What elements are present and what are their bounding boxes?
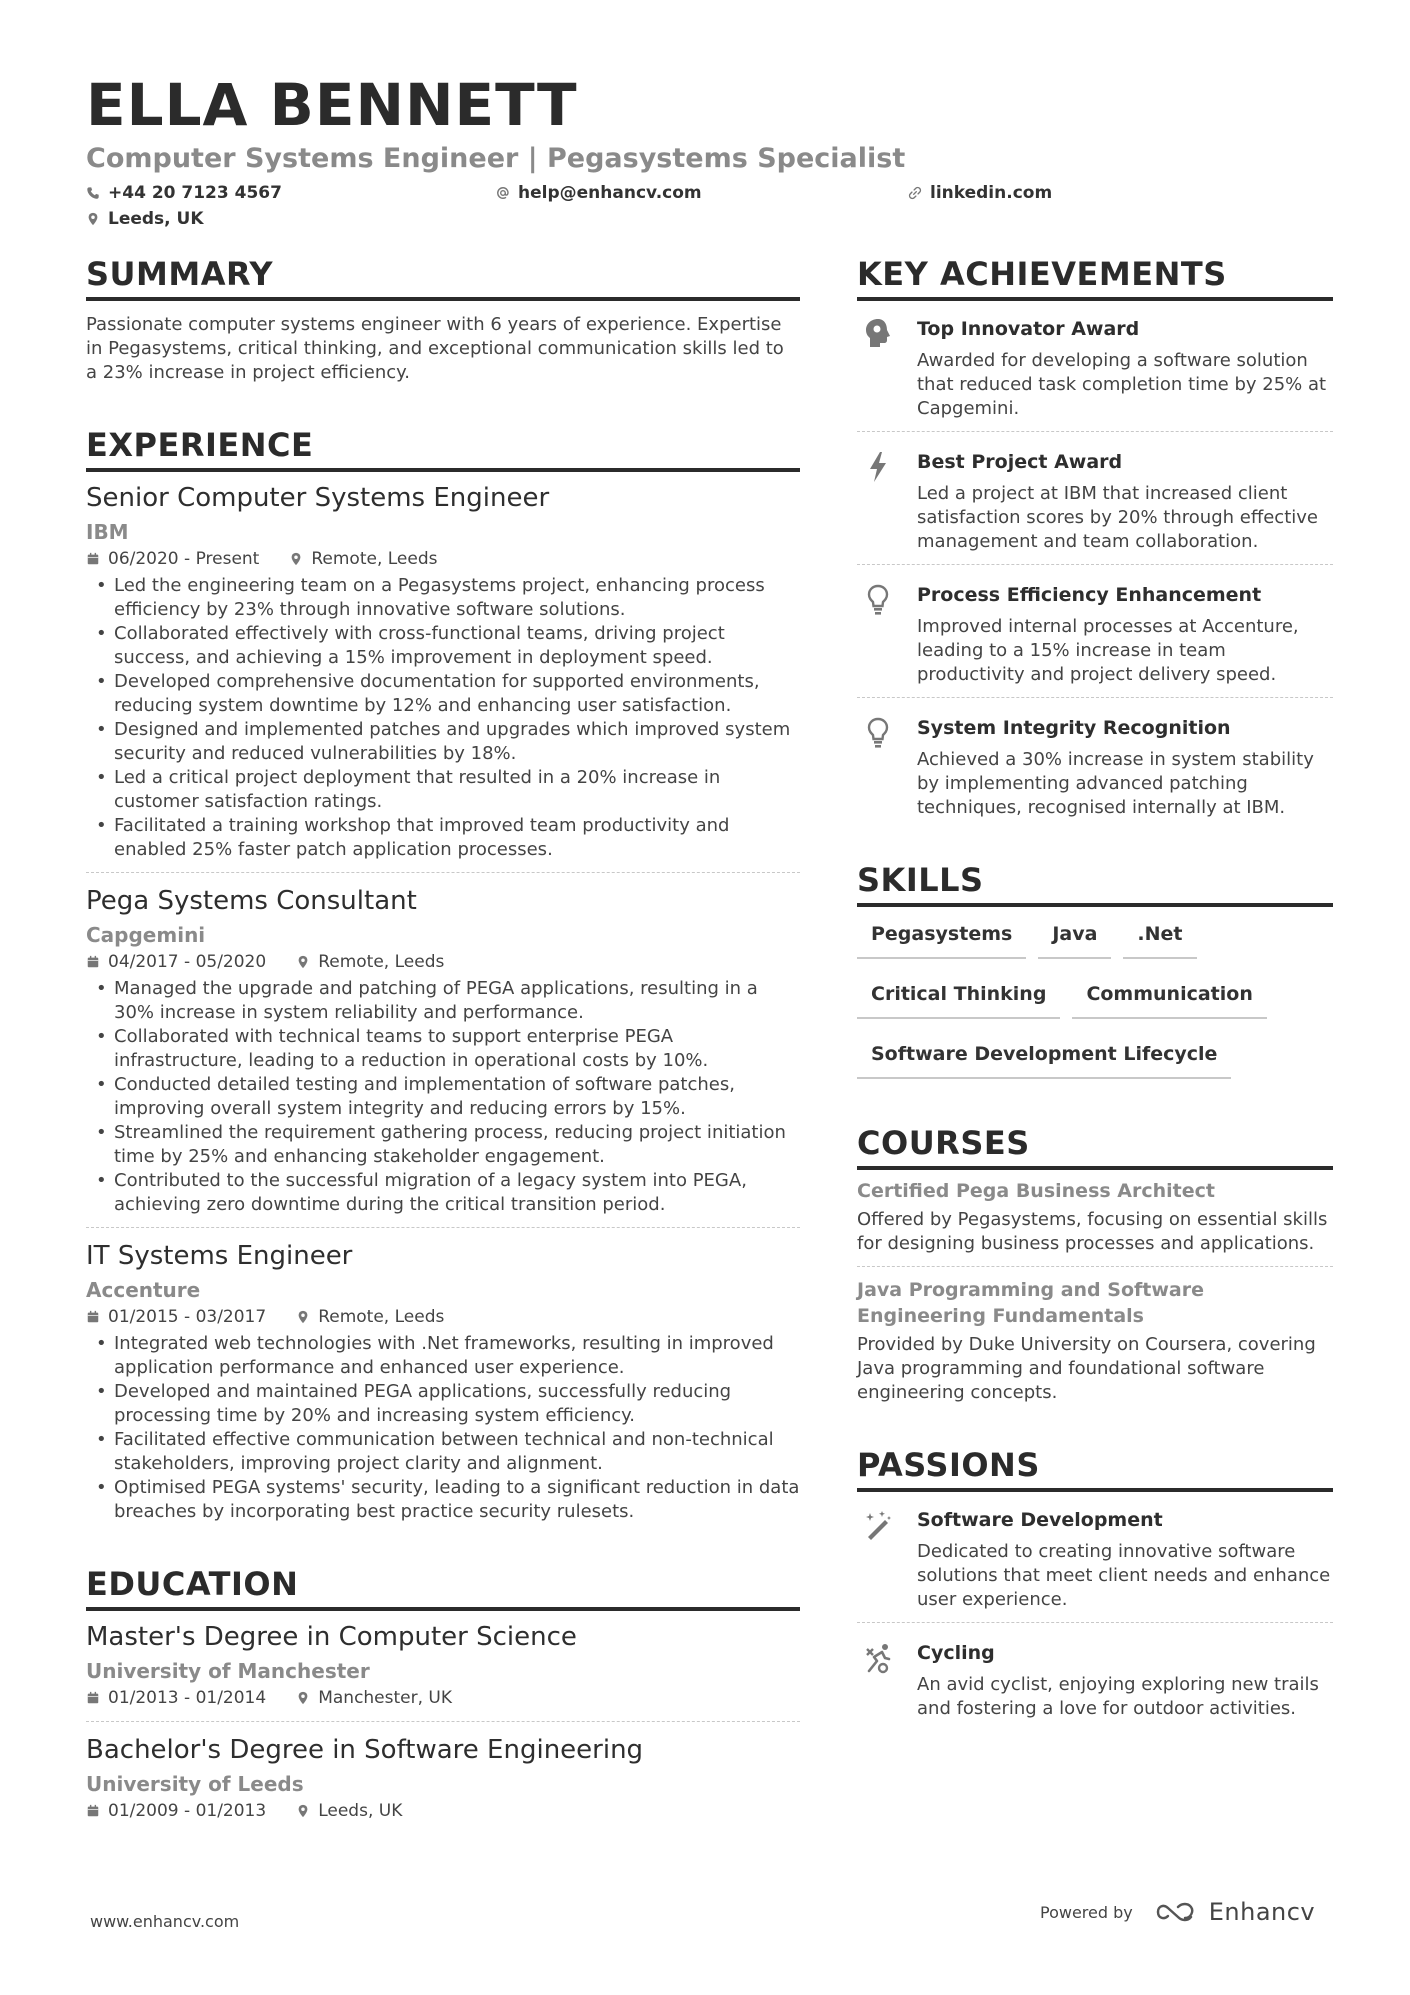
calendar-icon [86,1310,100,1324]
job-entry [86,480,800,873]
bullet-item: • Streamlined the requirement gathering process, reducing project initiation time by 25% and enhancing stakeholder engagement. [86,1121,800,1169]
experience-section [86,425,800,1534]
head-icon [863,317,893,351]
location-pin-icon [296,1691,310,1705]
skills-section [857,860,1333,1079]
location-pin-icon [289,552,303,566]
job-bullets [86,1332,800,1524]
education-entry [86,1619,800,1722]
courses-section [857,1123,1333,1415]
lightbulb-icon [863,716,893,750]
calendar-icon [86,1804,100,1818]
right-column [857,254,1333,1741]
course-desc: Offered by Pegasystems, focusing on essential skills for designing business processes and applications. [857,1209,1328,1254]
job-title: Pega Systems Consultant [86,886,417,916]
bullet-item: • Collaborated with technical teams to support enterprise PEGA infrastructure, leading to a reduction in operational costs by 10%. [86,1025,800,1073]
lightning-icon [863,450,893,484]
job-title: Senior Computer Systems Engineer [86,483,550,513]
phone-contact[interactable] [86,180,282,206]
achievement-desc: Led a project at IBM that increased client satisfaction scores by 20% through effective management and team collaboration. [917,483,1318,552]
resume-header [86,70,1336,234]
job-entry [86,1238,800,1534]
link-icon [908,186,922,200]
school-name: University of Manchester [86,1659,370,1683]
email-text: help@enhancv.com [518,183,702,203]
achievement-title: System Integrity Recognition [917,717,1231,739]
education-dates: 01/2013 - 01/2014 [108,1688,267,1708]
candidate-name: ELLA BENNETT [86,71,578,139]
job-meta [86,546,800,572]
bullet-item: • Facilitated a training workshop that improved team productivity and enabled 25% faster patch application processes. [86,814,800,862]
job-bullets [86,574,800,862]
education-meta [86,1685,800,1711]
bullet-item: • Contributed to the successful migration of a legacy system into PEGA, achieving zero downtime during the critical transition period. [86,1169,800,1217]
location-pin-icon [86,212,100,226]
location-pin-icon [296,1804,310,1818]
calendar-icon [86,1691,100,1705]
location-text: Leeds, UK [108,209,204,229]
achievements-section [857,254,1333,830]
skill-tag: .Net [1123,915,1196,959]
skills-list [857,915,1333,1079]
phone-icon [86,186,100,200]
achievement-item [857,309,1333,432]
powered-by-label: Powered by [1040,1902,1133,1922]
achievement-desc: Achieved a 30% increase in system stability by implementing advanced patching techniques, recognised internally at IBM. [917,749,1314,818]
enhancv-logo-icon [1155,1900,1201,1924]
skills-heading: SKILLS [857,860,1333,907]
job-dates: 04/2017 - 05/2020 [108,952,267,972]
bullet-item: • Designed and implemented patches and upgrades which improved system security and reduced vulnerabilities by 18%. [86,718,800,766]
education-heading: EDUCATION [86,1564,800,1611]
course-desc: Provided by Duke University on Coursera, covering Java programming and foundational software engineering concepts. [857,1334,1316,1403]
enhancv-logo[interactable] [1155,1898,1315,1926]
lightbulb-icon [863,583,893,617]
job-dates: 01/2015 - 03/2017 [108,1307,267,1327]
degree-title: Master's Degree in Computer Science [86,1622,577,1652]
job-dates: 06/2020 - Present [108,549,260,569]
calendar-icon [86,552,100,566]
cycling-icon [863,1641,893,1675]
magic-wand-icon [863,1508,893,1542]
passion-title: Software Development [917,1509,1163,1531]
location-contact [86,206,204,232]
bullet-item: • Led the engineering team on a Pegasystems project, enhancing process efficiency by 23% through innovative software solutions. [86,574,800,622]
linkedin-contact[interactable] [908,180,1052,206]
passion-title: Cycling [917,1642,995,1664]
education-meta [86,1798,800,1824]
calendar-icon [86,955,100,969]
school-name: University of Leeds [86,1772,304,1796]
courses-heading: COURSES [857,1123,1333,1170]
candidate-headline: Computer Systems Engineer | Pegasystems Specialist [86,143,906,174]
degree-title: Bachelor's Degree in Software Engineering [86,1735,644,1765]
skill-tag: Software Development Lifecycle [857,1035,1231,1079]
passions-heading: PASSIONS [857,1445,1333,1492]
footer-website[interactable]: www.enhancv.com [90,1912,240,1931]
achievement-desc: Awarded for developing a software solution that reduced task completion time by 25% at Capgemini. [917,350,1327,419]
email-contact[interactable] [496,180,702,206]
job-meta [86,949,800,975]
skill-tag: Java [1038,915,1111,959]
location-pin-icon [296,955,310,969]
education-location: Manchester, UK [318,1688,453,1708]
bullet-item: • Developed and maintained PEGA applications, successfully reducing processing time by 20% and increasing system efficiency. [86,1380,800,1428]
achievement-item [857,575,1333,698]
bullet-item: • Conducted detailed testing and implementation of software patches, improving overall system integrity and reducing errors by 15%. [86,1073,800,1121]
bullet-item: • Facilitated effective communication between technical and non-technical stakeholders, improving project clarity and alignment. [86,1428,800,1476]
bullet-item: • Managed the upgrade and patching of PEGA applications, resulting in a 30% increase in system reliability and performance. [86,977,800,1025]
education-dates: 01/2009 - 01/2013 [108,1801,267,1821]
brand-name: Enhancv [1208,1898,1316,1926]
job-bullets [86,977,800,1217]
skill-tag: Communication [1072,975,1266,1019]
job-title: IT Systems Engineer [86,1241,353,1271]
achievement-title: Process Efficiency Enhancement [917,584,1262,606]
skill-tag: Pegasystems [857,915,1026,959]
summary-section [86,254,800,385]
bullet-item: • Collaborated effectively with cross-functional teams, driving project success, and achieving a 15% improvement in deployment speed. [86,622,800,670]
achievement-item [857,708,1333,830]
passion-desc: An avid cyclist, enjoying exploring new trails and fostering a love for outdoor activities. [917,1674,1319,1719]
phone-text: +44 20 7123 4567 [108,183,282,203]
location-pin-icon [296,1310,310,1324]
summary-text: Passionate computer systems engineer with 6 years of experience. Expertise in Pegasystems, critical thinking, and exceptional communication skills led to a 23% increase in project efficiency. [86,314,784,383]
education-section [86,1564,800,1834]
achievement-desc: Improved internal processes at Accenture, leading to a 15% increase in team productivity and project delivery speed. [917,616,1299,685]
course-item [857,1178,1333,1267]
company-name: Capgemini [86,923,206,947]
education-entry [86,1732,800,1834]
linkedin-text: linkedin.com [930,183,1053,203]
achievement-item [857,442,1333,565]
contact-info [86,180,1336,234]
job-location: Remote, Leeds [311,549,438,569]
job-location: Remote, Leeds [318,952,445,972]
achievements-heading: KEY ACHIEVEMENTS [857,254,1333,301]
achievement-title: Top Innovator Award [917,318,1140,340]
experience-heading: EXPERIENCE [86,425,800,472]
education-location: Leeds, UK [318,1801,403,1821]
at-icon [496,186,510,200]
course-item [857,1277,1333,1415]
course-title: Certified Pega Business Architect [857,1180,1215,1202]
left-column [86,254,800,1844]
bullet-item: • Optimised PEGA systems' security, leading to a significant reduction in data breaches by incorporating best practice security rulesets. [86,1476,800,1524]
summary-heading: SUMMARY [86,254,800,301]
bullet-item: • Integrated web technologies with .Net frameworks, resulting in improved application performance and enhanced user experience. [86,1332,800,1380]
passion-item [857,1500,1333,1623]
course-title: Java Programming and Software Engineering Fundamentals [857,1279,1204,1327]
passions-section [857,1445,1333,1731]
job-meta [86,1304,800,1330]
job-location: Remote, Leeds [318,1307,445,1327]
passion-item [857,1633,1333,1731]
footer-branding [1040,1898,1315,1926]
company-name: Accenture [86,1278,201,1302]
skill-tag: Critical Thinking [857,975,1060,1019]
job-entry [86,883,800,1228]
passion-desc: Dedicated to creating innovative software solutions that meet client needs and enhance user experience. [917,1541,1331,1610]
company-name: IBM [86,520,129,544]
bullet-item: • Developed comprehensive documentation for supported environments, reducing system downtime by 12% and enhancing user satisfaction. [86,670,800,718]
achievement-title: Best Project Award [917,451,1123,473]
bullet-item: • Led a critical project deployment that resulted in a 20% increase in customer satisfaction ratings. [86,766,800,814]
